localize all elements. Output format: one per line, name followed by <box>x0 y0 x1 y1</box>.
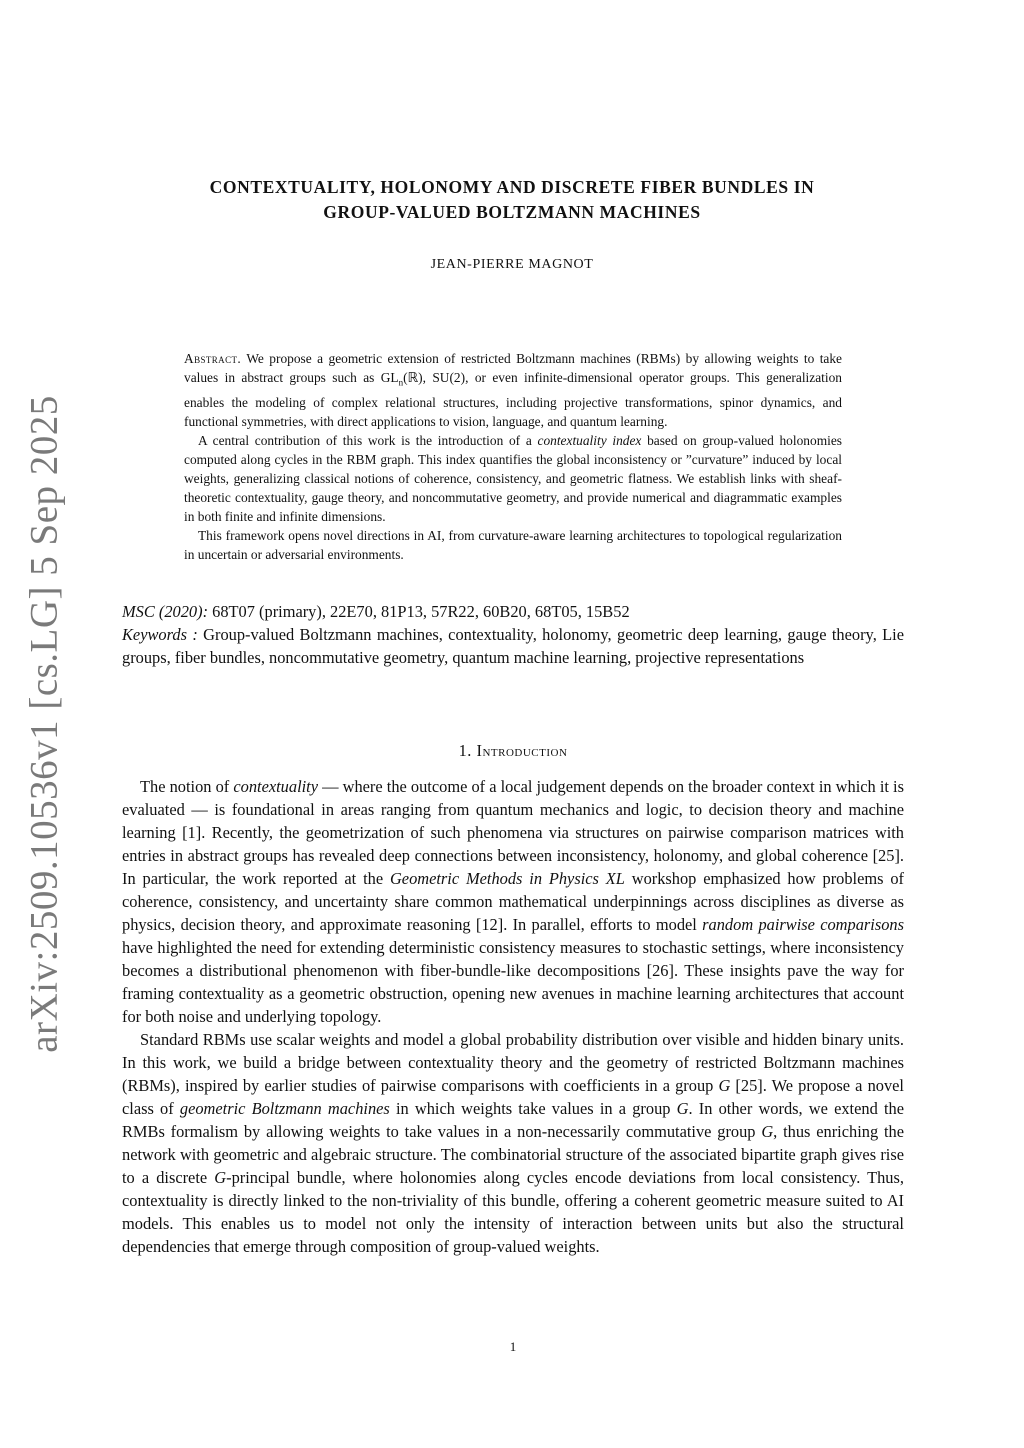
title-line-2: GROUP-VALUED BOLTZMANN MACHINES <box>323 202 701 222</box>
intro-paragraph-1: The notion of contextuality — where the outcome of a local judgement depends on the broader context in which it is evaluated — is foundational in areas ranging from quantum mechanics and logic, to decision theory and machine learning [1]. Recently, the geometrization of such phenomena via structures on pairwise comparison matrices with entries in abstract groups has revealed deep connections between inconsistency, holonomy, and global coherence [25]. In particular, the work reported at the Geometric Methods in Physics XL workshop emphasized how problems of coherence, consistency, and uncertainty share common mathematical underpinnings across disciplines as diverse as physics, decision theory, and approximate reasoning [12]. In parallel, efforts to model random pairwise comparisons have highlighted the need for extending deterministic consistency measures to stochastic settings, where inconsistency becomes a distributional phenomenon with fiber-bundle-like decompositions [26]. These insights pave the way for framing contextuality as a geometric obstruction, opening new avenues in machine learning architectures that account for both noise and underlying topology. <box>122 777 904 1026</box>
keywords <box>122 623 904 669</box>
msc-codes: 68T07 (primary), 22E70, 81P13, 57R22, 60B20, 68T05, 15B52 <box>208 602 630 621</box>
abstract-label: Abstract. <box>184 351 242 366</box>
title-line-1: CONTEXTUALITY, HOLONOMY AND DISCRETE FIBER BUNDLES IN <box>209 177 815 197</box>
introduction-body <box>122 775 904 1258</box>
msc-classification <box>122 600 904 623</box>
section-heading <box>122 741 904 761</box>
keywords-label: Keywords : <box>122 625 198 644</box>
intro-paragraph-2: Standard RBMs use scalar weights and model a global probability distribution over visible and hidden binary units. In this work, we build a bridge between contextuality theory and the geometry of restricted Boltzmann machines (RBMs), inspired by earlier studies of pairwise comparisons with coefficients in a group G [25]. We propose a novel class of geometric Boltzmann machines in which weights take values in a group G. In other words, we extend the RMBs formalism by allowing weights to take values in a non-necessarily commutative group G, thus enriching the network with geometric and algebraic structure. The combinatorial structure of the associated bipartite graph gives rise to a discrete G-principal bundle, where holonomies along cycles encode deviations from local consistency. Thus, contextuality is directly linked to the non-triviality of this bundle, offering a coherent geometric measure suited to AI models. This enables us to model not only the intensity of interaction between units but also the structural dependencies that emerge through composition of group-valued weights. <box>122 1030 905 1256</box>
abstract-paragraph-2: A central contribution of this work is the introduction of a contextuality index based on group-valued holonomies computed along cycles in the RBM graph. This index quantifies the global inconsistency or ”curvature” induced by local weights, generalizing classical notions of coherence, consistency, and geometric flatness. We establish links with sheaf-theoretic contextuality, gauge theory, and noncommutative geometry, and provide numerical and diagrammatic examples in both finite and infinite dimensions. <box>184 432 842 524</box>
msc-label: MSC (2020): <box>122 602 209 621</box>
metadata-block <box>122 600 904 669</box>
abstract-paragraph-3: This framework opens novel directions in AI, from curvature-aware learning architectures to topological regularization in uncertain or adversarial environments. <box>184 527 842 562</box>
abstract <box>184 349 842 564</box>
arxiv-identifier: arXiv:2509.10536v1 [cs.LG] 5 Sep 2025 <box>22 395 66 1053</box>
section-number: 1. <box>458 741 472 760</box>
section-title: Introduction <box>476 741 568 760</box>
author-name: JEAN-PIERRE MAGNOT <box>430 257 594 272</box>
paper-title <box>120 175 904 225</box>
page-number: 1 <box>509 1339 517 1354</box>
keywords-list: Group-valued Boltzmann machines, contextuality, holonomy, geometric deep learning, gauge theory, Lie groups, fiber bundles, noncommutative geometry, quantum machine learning, projective representations <box>122 625 904 667</box>
abstract-paragraph-1: Abstract. We propose a geometric extension of restricted Boltzmann machines (RBMs) by allowing weights to take values in abstract groups such as $GL_n(ℝ)$, SU(2), or even infinite-dimensional operator groups. This generalization enables the modeling of complex relational structures, including projective transformations, spinor dynamics, and functional symmetries, with direct applications to vision, language, and quantum learning. <box>184 351 842 429</box>
